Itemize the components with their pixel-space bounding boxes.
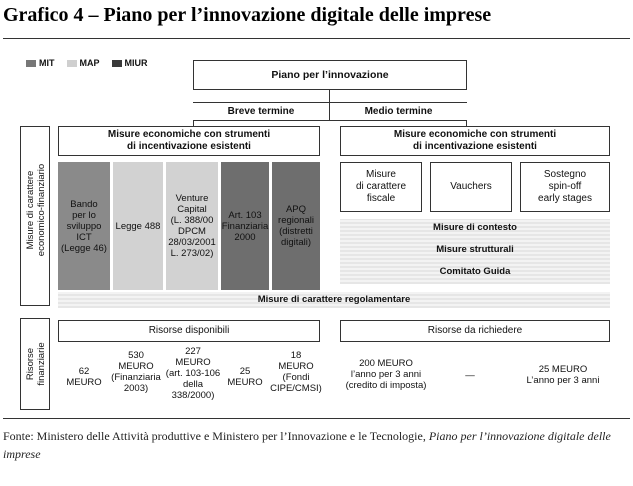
connector: [329, 90, 330, 102]
source-title: Piano per l’innovazione digitale delle imprese: [3, 429, 611, 461]
left-group-header: [58, 126, 320, 156]
left-group-title-line1: Misure economiche con strumenti: [107, 129, 271, 140]
source-note: [3, 427, 630, 463]
fund-amount: 227 MEURO (art. 103-106 della 338/2000): [165, 346, 221, 401]
measure-column-legge46: [58, 162, 110, 290]
source-prefix: Fonte: Ministero delle Attività produttive e Ministero per l’Innovazione e le Tecnologie,: [3, 429, 429, 443]
right-group-header: [340, 126, 610, 156]
legend-item-mit: [26, 58, 55, 68]
measure-box-spin-off: Sostegno spin-off early stages: [520, 162, 610, 212]
requested-amount: 200 MEURO l’anno per 3 anni (credito di imposta): [345, 358, 427, 391]
requested-amount: —: [465, 370, 475, 381]
band-steering-committee: Comitato Guida: [439, 266, 511, 277]
chart-title: Grafico 4 – Piano per l’innovazione digitale delle imprese: [3, 4, 492, 26]
measure-column-text: Bando per lo sviluppo ICT (Legge 46): [61, 198, 107, 254]
fund-amount: 25 MEURO: [227, 366, 263, 388]
measure-column-text: Venture Capital (L. 388/00 DPCM 28/03/2001 L. 273/02): [168, 193, 216, 259]
right-group-title-line2: di incentivazione esistenti: [413, 141, 537, 152]
measure-column-legge488: [113, 162, 163, 290]
measure-column-text: Art. 103 Finanziaria 2000: [221, 209, 269, 243]
measure-column-apq: [272, 162, 320, 290]
measure-box-vauchers: Vauchers: [430, 162, 512, 212]
resources-row-label-text: Risorse finanziarie: [25, 342, 47, 386]
regulatory-measures-label: Misure di carattere regolamentare: [257, 294, 411, 305]
fund-amount: 62 MEURO: [66, 366, 102, 388]
right-group-title-line1: Misure economiche con strumenti: [393, 129, 557, 140]
terms-bar: [193, 102, 467, 121]
band-structural-measures: Misure strutturali: [436, 244, 514, 255]
title-rule: [3, 38, 630, 39]
band-context-measures: Misure di contesto: [433, 222, 517, 233]
legend: [26, 58, 148, 68]
legend-item-map: [67, 58, 100, 68]
requested-amount: 25 MEURO L’anno per 3 anni: [526, 364, 600, 386]
fund-amount: 18 MEURO (Fondi CIPE/CMSI): [270, 350, 322, 394]
measure-column-text: APQ regionali (distretti digitali): [278, 204, 314, 248]
legend-item-miur: [112, 58, 148, 68]
legend-label: MAP: [79, 58, 100, 68]
legend-swatch-map: [67, 60, 77, 67]
resources-row-label: [25, 318, 47, 410]
measure-box-fiscal: Misure di carattere fiscale: [340, 162, 422, 212]
available-resources-header: Risorse disponibili: [58, 320, 320, 342]
resources-row-label-box: [20, 318, 50, 410]
measures-row-label-box: [20, 126, 50, 306]
measure-column-art103: [221, 162, 269, 290]
left-group-title-line2: di incentivazione esistenti: [127, 141, 251, 152]
plan-box: Piano per l’innovazione: [193, 60, 467, 90]
measure-column-venture-capital: [166, 162, 218, 290]
measures-row-label-text: Misure di carattere economico-finanziario: [25, 163, 47, 257]
measure-column-text: Legge 488: [115, 220, 161, 232]
medium-term-label: Medio termine: [364, 106, 433, 117]
measures-row-label: [25, 120, 47, 300]
legend-label: MIT: [39, 58, 55, 68]
fund-amount: 530 MEURO (Finanziaria 2003): [111, 350, 161, 394]
legend-swatch-miur: [112, 60, 122, 67]
bottom-rule: [3, 418, 630, 419]
legend-label: MIUR: [124, 58, 148, 68]
short-term-label: Breve termine: [193, 103, 330, 120]
legend-swatch-mit: [26, 60, 36, 67]
requested-resources-header: Risorse da richiedere: [340, 320, 610, 342]
